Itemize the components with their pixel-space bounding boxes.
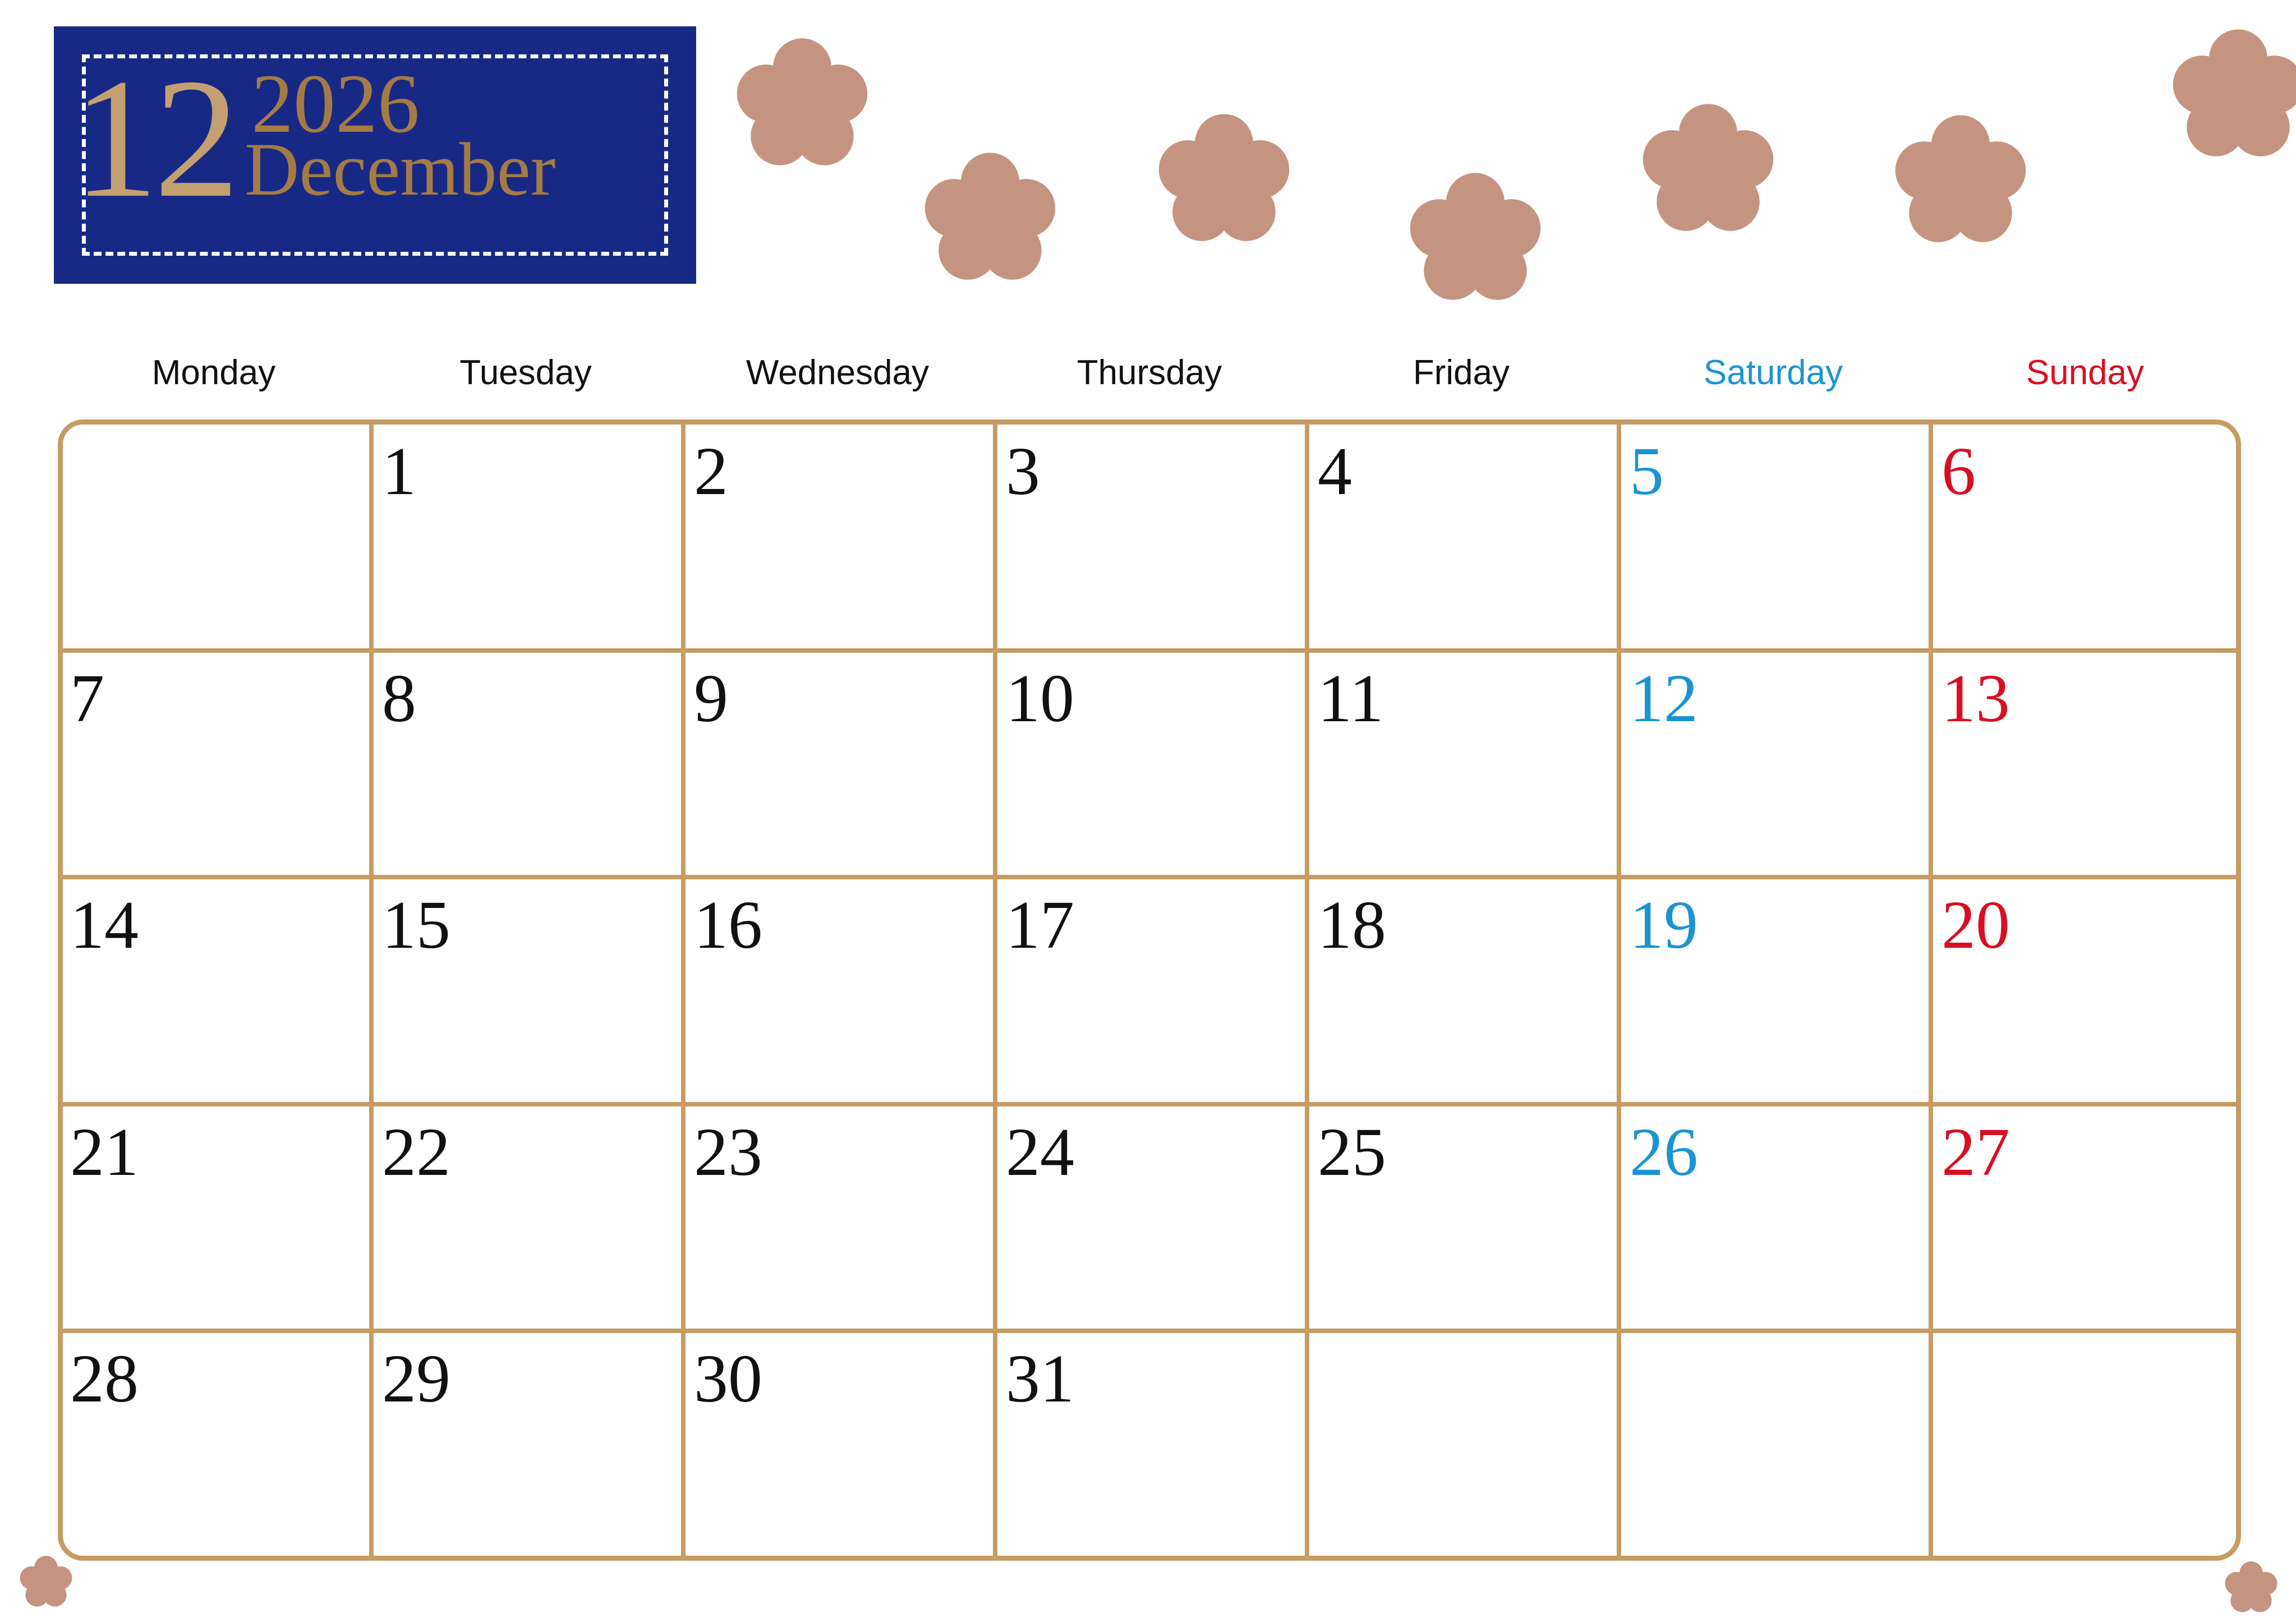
year-label: 2026 xyxy=(251,57,420,150)
weekday-monday: Monday xyxy=(151,353,276,392)
day-number-monday: 14 xyxy=(70,887,139,963)
grid-column-divider xyxy=(993,425,997,1556)
flower-icon xyxy=(1402,167,1548,313)
day-number-friday: 11 xyxy=(1318,660,1384,736)
day-number-saturday: 19 xyxy=(1630,887,1698,963)
flower-icon xyxy=(1888,109,2033,255)
day-number-sunday: 6 xyxy=(1941,434,1976,509)
day-number-tuesday: 15 xyxy=(382,887,450,963)
day-number-monday: 7 xyxy=(70,660,104,736)
day-number-thursday: 17 xyxy=(1006,887,1074,963)
day-number-monday: 28 xyxy=(70,1341,139,1417)
day-number-monday: 21 xyxy=(70,1114,139,1190)
flower-icon xyxy=(17,1553,75,1612)
day-number-tuesday: 8 xyxy=(382,660,416,736)
weekday-tuesday: Tuesday xyxy=(459,353,592,392)
weekday-sunday: Sunday xyxy=(2026,353,2145,392)
day-number-saturday: 26 xyxy=(1630,1114,1698,1190)
day-number-sunday: 13 xyxy=(1941,660,2010,736)
grid-row-divider xyxy=(63,1102,2236,1106)
day-number-thursday: 31 xyxy=(1006,1341,1074,1417)
day-number-thursday: 24 xyxy=(1006,1114,1074,1190)
grid-column-divider xyxy=(1305,425,1309,1556)
grid-column-divider xyxy=(681,425,685,1556)
day-number-wednesday: 2 xyxy=(694,434,728,509)
day-number-thursday: 3 xyxy=(1006,434,1040,509)
flower-icon xyxy=(1151,108,1297,254)
weekday-wednesday: Wednesday xyxy=(746,353,930,392)
grid-column-divider xyxy=(1617,425,1621,1556)
day-number-saturday: 5 xyxy=(1630,434,1664,509)
flower-icon xyxy=(2165,24,2296,169)
flower-icon xyxy=(2222,1559,2280,1617)
grid-column-divider xyxy=(369,425,374,1556)
month-number: 12 xyxy=(73,43,235,233)
day-number-tuesday: 29 xyxy=(382,1341,450,1417)
day-number-friday: 4 xyxy=(1318,434,1352,509)
flower-icon xyxy=(1635,98,1781,244)
day-number-tuesday: 1 xyxy=(382,434,416,509)
day-number-wednesday: 23 xyxy=(694,1114,762,1190)
weekday-friday: Friday xyxy=(1412,353,1510,392)
day-number-friday: 18 xyxy=(1318,887,1386,963)
weekday-saturday: Saturday xyxy=(1703,353,1843,392)
day-number-sunday: 20 xyxy=(1941,887,2010,963)
grid-row-divider xyxy=(63,1329,2236,1333)
flower-icon xyxy=(917,147,1063,293)
grid-column-divider xyxy=(1929,425,1933,1556)
day-number-wednesday: 30 xyxy=(694,1341,762,1417)
day-number-friday: 25 xyxy=(1318,1114,1386,1190)
day-number-saturday: 12 xyxy=(1630,660,1698,736)
grid-row-divider xyxy=(63,648,2236,653)
flower-icon xyxy=(729,33,875,178)
day-number-tuesday: 22 xyxy=(382,1114,450,1190)
day-number-wednesday: 9 xyxy=(694,660,728,736)
day-number-wednesday: 16 xyxy=(694,887,762,963)
day-number-sunday: 27 xyxy=(1941,1114,2010,1190)
day-number-thursday: 10 xyxy=(1006,660,1074,736)
month-name-label: December xyxy=(245,128,556,211)
grid-row-divider xyxy=(63,875,2236,879)
weekday-thursday: Thursday xyxy=(1076,353,1222,392)
